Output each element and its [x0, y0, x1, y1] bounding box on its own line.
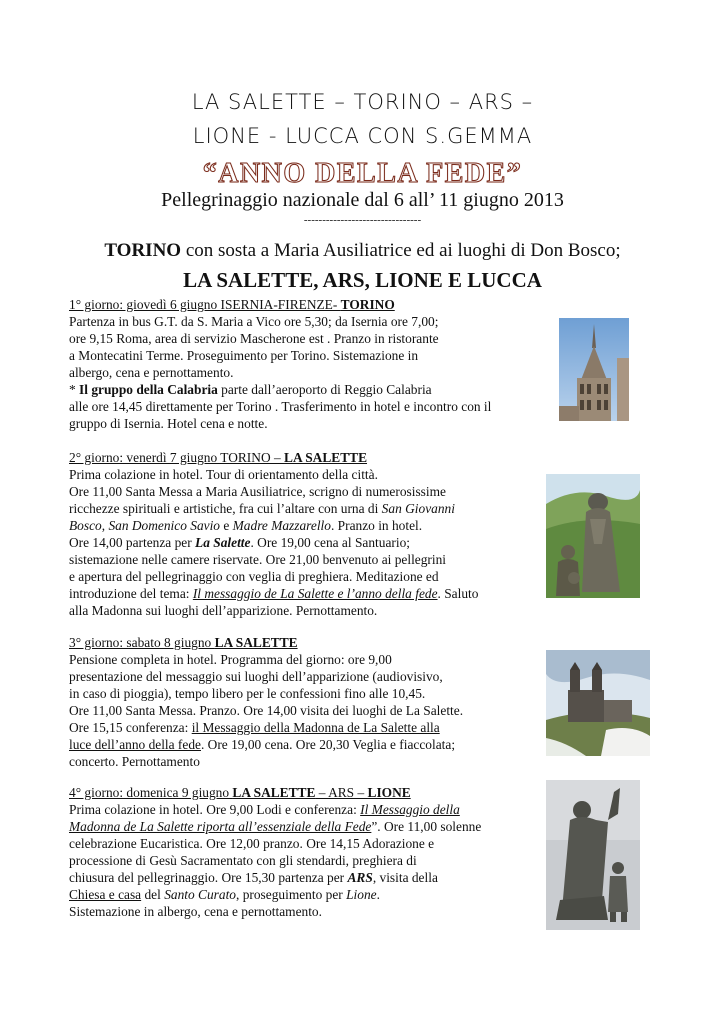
places-line [0, 268, 725, 293]
day-2-line: e apertura del pellegrinaggio con veglia di preghiera. Meditazione ed [69, 569, 439, 584]
day-2-heading: 2° giorno: venerdì 7 giugno TORINO – LA SALETTE [69, 450, 368, 465]
santo-curato-statue-photo [546, 780, 640, 930]
day-4-heading: 4° giorno: domenica 9 giugno LA SALETTE – ARS – LIONE [69, 785, 411, 800]
day-3-line: Pensione completa in hotel. Programma del giorno: ore 9,00 [69, 652, 392, 667]
day-1-line: Partenza in bus G.T. da S. Maria a Vico ore 5,30; da Isernia ore 7,00; [69, 314, 439, 329]
day-2-line: alla Madonna sui luoghi dell’apparizione. Pernottamento. [69, 603, 378, 618]
day-1-line: gruppo di Isernia. Hotel cena e notte. [69, 416, 268, 431]
day-4-line: chiusura del pellegrinaggio. Ore 15,30 partenza per ARS, visita della [69, 870, 438, 885]
day-1-line: ore 9,15 Roma, area di servizio Mascherone est . Pranzo in ristorante [69, 331, 439, 346]
day-1-note: * Il gruppo della Calabria parte dall’aeroporto di Reggio Calabria [69, 382, 432, 397]
day-2-line: sistemazione nelle camere riservate. Ore 21,00 benvenuto ai pellegrini [69, 552, 447, 567]
separator-line: -------------------------------- [303, 214, 422, 226]
day-1-section [69, 296, 549, 432]
mole-antonelliana-photo [559, 318, 629, 421]
day-3-line: luce dell’anno della fede. Ore 19,00 cena. Ore 20,30 Veglia e fiaccolata; [69, 737, 456, 752]
day-3-heading: 3° giorno: sabato 8 giugno LA SALETTE [69, 635, 298, 650]
torino-line [0, 240, 725, 262]
day-2-section [69, 449, 549, 619]
day-2-line: Prima colazione in hotel. Tour di orientamento della città. [69, 467, 378, 482]
title-line-2: LIONE - LUCCA CON S.GEMMA [192, 124, 533, 148]
day-1-heading: 1° giorno: giovedì 6 giugno ISERNIA-FIRENZE- TORINO [69, 297, 395, 312]
title-anno-della-fede: “ANNO DELLA FEDE” [202, 158, 523, 189]
places-rest: , ARS, LIONE E LUCCA [313, 268, 542, 292]
day-4-line: Sistemazione in albergo, cena e pernottamento. [69, 904, 322, 919]
day-3-line: concerto. Pernottamento [69, 754, 200, 769]
la-salette-statue-photo [546, 474, 640, 598]
day-4-line: processione di Gesù Sacramentato con gli stendardi, preghiera di [69, 853, 417, 868]
la-salette-basilica-photo [546, 650, 650, 756]
day-2-line: ricchezze spirituali e artistiche, fra cui l’altare con urna di San Giovanni [69, 501, 455, 516]
day-2-line: introduzione del tema: Il messaggio de La Salette e l’anno della fede. Saluto [69, 586, 479, 601]
pilgrimage-dates: Pellegrinaggio nazionale dal 6 all’ 11 giugno 2013 [161, 189, 564, 211]
day-2-line: Bosco, San Domenico Savio e Madre Mazzarello. Pranzo in hotel. [69, 518, 423, 533]
day-1-line: a Montecatini Terme. Proseguimento per Torino. Sistemazione in [69, 348, 419, 363]
day-3-line: Ore 11,00 Santa Messa. Pranzo. Ore 14,00 visita dei luoghi de La Salette. [69, 703, 464, 718]
day-4-section [69, 784, 549, 920]
day-4-line: celebrazione Eucaristica. Ore 12,00 pranzo. Ore 14,15 Adorazione e [69, 836, 435, 851]
torino-bold: TORINO [104, 240, 182, 261]
day-2-line: Ore 14,00 partenza per La Salette. Ore 19,00 cena al Santuario; [69, 535, 410, 550]
title-line-1: LA SALETTE – TORINO – ARS – [191, 90, 534, 114]
day-3-line: Ore 15,15 conferenza: il Messaggio della Madonna de La Salette alla [69, 720, 440, 735]
day-1-line: alle ore 14,45 direttamente per Torino . Trasferimento in hotel e incontro con il [69, 399, 492, 414]
torino-rest: con sosta a Maria Ausiliatrice ed ai luoghi di Don Bosco; [181, 240, 621, 261]
day-3-line: presentazione del messaggio sui luoghi dell’apparizione (audiovisivo, [69, 669, 443, 684]
day-3-section [69, 634, 549, 770]
day-4-line: Chiesa e casa del Santo Curato, proseguimento per Lione. [69, 887, 380, 902]
day-1-line: albergo, cena e pernottamento. [69, 365, 234, 380]
day-4-line: Madonna de La Salette riporta all’essenziale della Fede”. Ore 11,00 solenne [69, 819, 482, 834]
day-3-line: in caso di pioggia), tempo libero per le confessioni fino alle 10,45. [69, 686, 426, 701]
day-2-line: Ore 11,00 Santa Messa a Maria Ausiliatrice, scrigno di numerosissime [69, 484, 446, 499]
places-la-salette: LA SALETTE [183, 268, 314, 292]
day-4-line: Prima colazione in hotel. Ore 9,00 Lodi e conferenza: Il Messaggio della [69, 802, 460, 817]
